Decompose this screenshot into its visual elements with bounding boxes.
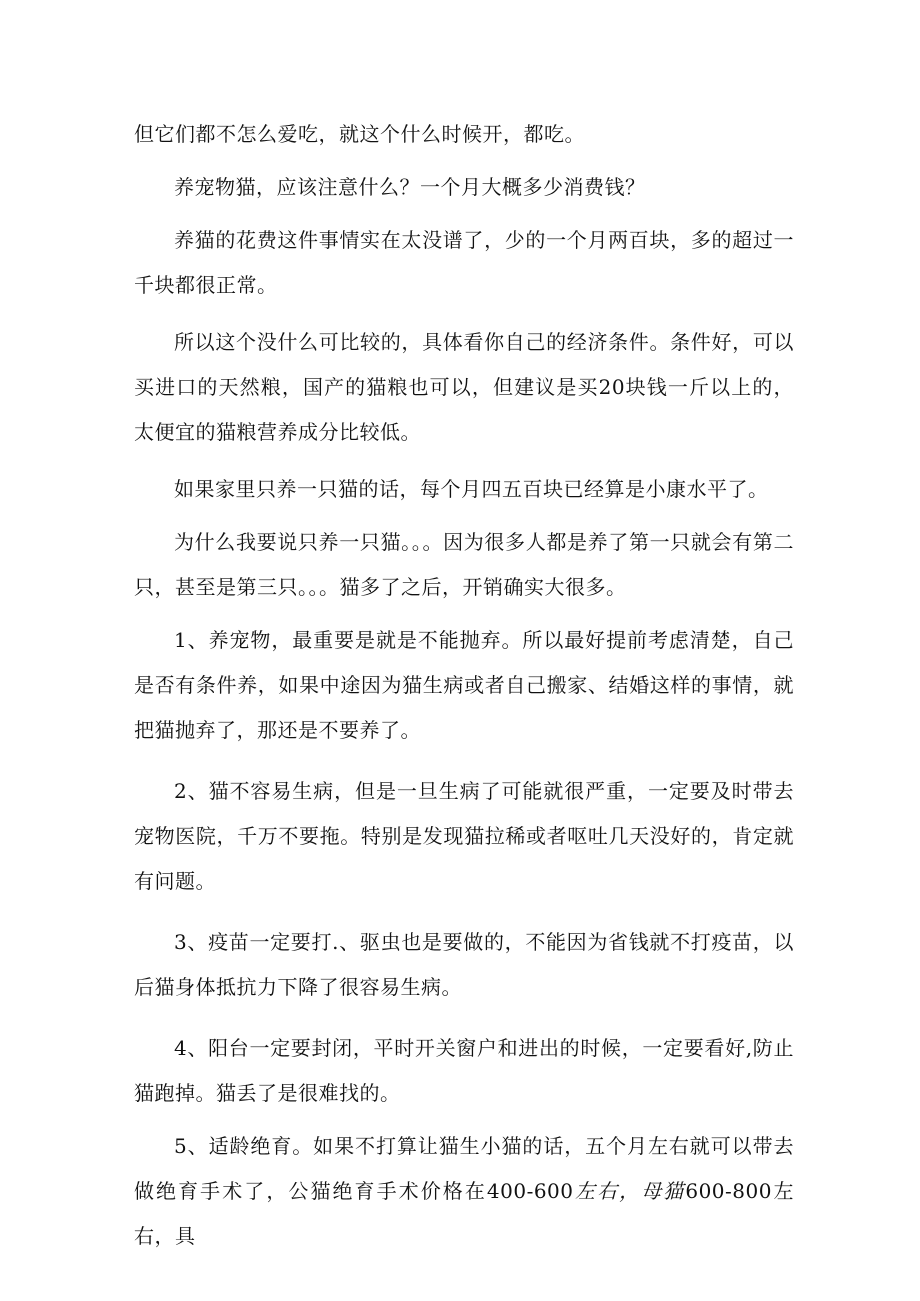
paragraph-item-1: 1、养宠物，最重要是就是不能抛弃。所以最好提前考虑清楚，自己是否有条件养，如果中途因为猫生病或者自己搬家、结婚这样的事情，就把猫抛弃了，那还是不要养了。	[134, 628, 794, 742]
paragraph-one-cat: 如果家里只养一只猫的话，每个月四五百块已经算是小康水平了。	[174, 477, 769, 501]
paragraph-item-5-text-end: 600-800左右，具	[134, 1179, 795, 1248]
paragraph-item-4: 4、阳台一定要封闭，平时开关窗户和进出的时候，一定要看好,防止猫跑掉。猫丢了是很难找的。	[134, 1036, 794, 1105]
paragraph-item-5-italic-text: 左右，母猫	[573, 1179, 686, 1203]
paragraph-item-2: 2、猫不容易生病，但是一旦生病了可能就很严重，一定要及时带去宠物医院，千万不要拖。特别是发现猫拉稀或者呕吐几天没好的，肯定就有问题。	[134, 779, 794, 893]
paragraph-why-one-cat: 为什么我要说只养一只猫。。。因为很多人都是养了第一只就会有第二只，甚至是第三只。。。猫多了之后，开销确实大很多。	[134, 530, 794, 599]
document-body	[134, 112, 794, 1259]
paragraph-item-3: 3、疫苗一定要打.、驱虫也是要做的，不能因为省钱就不打疫苗，以后猫身体抵抗力下降了很容易生病。	[134, 930, 794, 999]
paragraph-continuation: 但它们都不怎么爱吃，就这个什么时候开，都吃。	[134, 122, 585, 146]
paragraph-cost: 养猫的花费这件事情实在太没谱了，少的一个月两百块，多的超过一千块都很正常。	[134, 228, 794, 297]
paragraph-item-5-text: 5、适龄绝育。如果不打算让猫生小猫的话，五个月左右就可以带去做绝育手术了，公猫绝育手术价格在400-600	[134, 1134, 794, 1203]
paragraph-question: 养宠物猫，应该注意什么？一个月大概多少消费钱？	[174, 175, 646, 199]
paragraph-food: 所以这个没什么可比较的，具体看你自己的经济条件。条件好，可以买进口的天然粮，国产的猫粮也可以，但建议是买20块钱一斤以上的，太便宜的猫粮营养成分比较低。	[134, 330, 794, 444]
paragraph-item-5	[134, 1124, 794, 1259]
